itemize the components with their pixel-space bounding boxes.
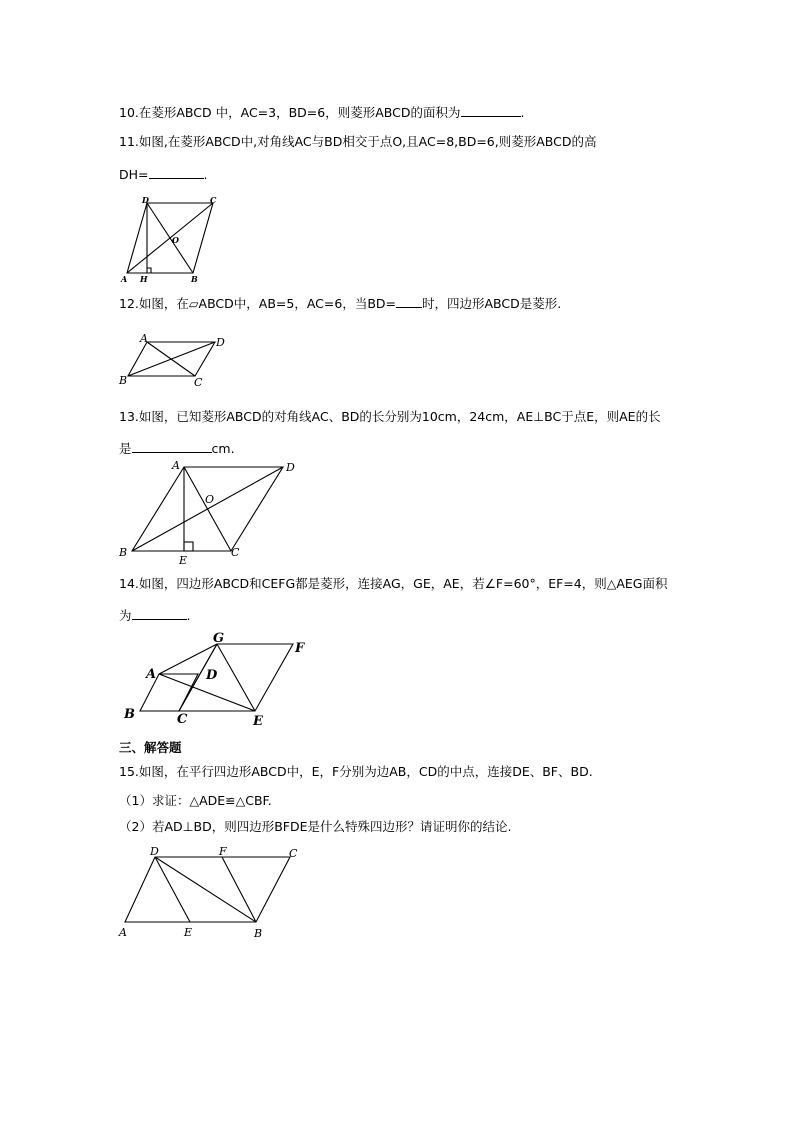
label-a: A [140,332,148,345]
question-14-text: 14.如图，四边形ABCD和CEFG都是菱形，连接AG，GE，AE，若∠F=60°，EF=4，则△AEG面积 [119,576,668,591]
figure-q14-rhombuses [115,630,330,730]
label-d: D [150,845,159,858]
label-d: D [286,461,295,474]
question-11-line2: DH= . [119,167,208,182]
label-o: O [172,235,179,245]
label-h: H [140,274,148,284]
question-10: 10.在菱形ABCD 中，AC=3，BD=6，则菱形ABCD的面积为 . [119,105,525,120]
answer-blank[interactable] [461,104,521,117]
question-13 [119,409,661,425]
label-c: C [289,847,298,860]
question-15 [119,764,593,780]
label-e: E [184,926,193,939]
label-d: D [216,336,225,349]
label-f: F [219,845,227,858]
parallelogram-outline [125,857,290,922]
label-b: B [254,927,263,940]
question-14 [119,576,667,592]
answer-blank[interactable] [132,607,187,620]
label-c: C [177,712,188,727]
section-heading: 三、解答题 [119,740,182,755]
question-15-part2: （2）若AD⊥BD，则四边形BFDE是什么特殊四边形？请证明你的结论. [119,819,512,834]
label-c: C [231,546,240,559]
segment-bd [155,857,256,922]
figure-q15-parallelogram [115,842,310,942]
figure-q12-parallelogram [115,330,235,390]
segment-de [155,857,190,922]
diagonal-bd [128,342,215,376]
segment-ge [217,644,255,711]
label-b: B [119,546,128,559]
label-a: A [119,926,127,939]
label-b: B [124,707,135,722]
label-e: E [179,554,188,567]
diagonal-bd [147,203,193,273]
label-d: D [206,668,218,683]
label-c: C [210,195,217,205]
question-10-text: 10.在菱形ABCD 中，AC=3，BD=6，则菱形ABCD的面积为 [119,105,461,120]
answer-blank[interactable] [396,295,422,308]
right-angle-mark [184,542,193,551]
question-13-text: 13.如图，已知菱形ABCD的对角线AC、BD的长分别为10cm，24cm，AE⊥BC于点E，则AE的长 [119,409,661,424]
question-15-text: 15.如图，在平行四边形ABCD中，E，F分别为边AB，CD的中点，连接DE、BF、BD. [119,764,593,779]
question-15-part1: （1）求证：△ADE≌△CBF. [119,793,272,808]
label-c: C [194,376,203,389]
label-a: A [121,274,128,284]
question-13-line2: 是 cm. [119,441,235,456]
label-a: A [172,459,180,472]
label-f: F [295,641,305,656]
right-angle-mark [147,268,151,273]
label-b: B [119,374,128,387]
answer-blank[interactable] [149,166,204,179]
question-12: 12.如图，在▱ABCD中，AB=5，AC=6，当BD= 时，四边形ABCD是菱形. [119,296,562,311]
figure-q11-rhombus [115,193,230,285]
figure-q13-rhombus [115,458,315,566]
diagonal-bd [132,467,283,551]
parallelogram-symbol: ▱ [188,296,199,311]
question-11-text: 11.如图,在菱形ABCD中,对角线AC与BD相交于点O,且AC=8,BD=6,则菱形ABCD的高 [119,134,597,149]
label-a: A [146,667,157,682]
question-11 [119,134,596,150]
question-14-line2: 为 . [119,608,191,623]
label-b: B [191,274,198,284]
label-g: G [213,631,225,646]
answer-blank[interactable] [132,440,212,453]
label-d: D [142,195,149,205]
segment-bf [222,857,256,922]
label-e: E [253,714,263,729]
label-o: O [205,493,215,506]
